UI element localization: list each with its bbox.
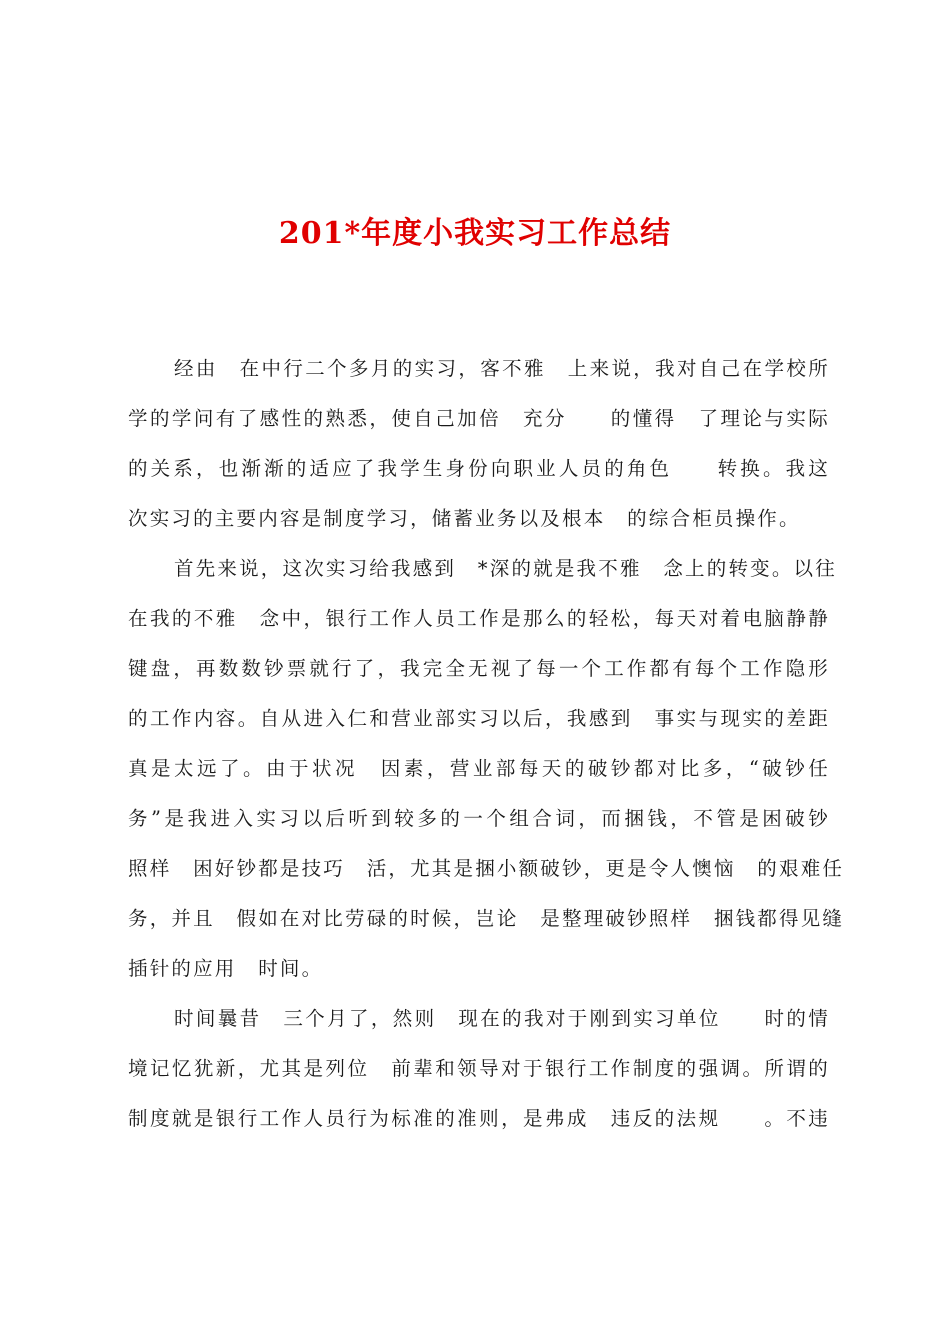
paragraph-2-line-9: 插针的应用 时间。 [128, 957, 324, 980]
paragraph-2-line-1: 首先来说，这次实习给我感到 *深的就是我不雅 念上的转变。以往 [174, 557, 837, 580]
paragraph-3-line-3: 制度就是银行工作人员行为标准的准则，是弗成 违反的法规 。不违 [128, 1107, 830, 1130]
document-title: 201*年度小我实习工作总结 [278, 216, 672, 251]
paragraph-1-line-4: 次实习的主要内容是制度学习，储蓄业务以及根本 的综合柜员操作。 [128, 507, 801, 530]
paragraph-3-line-2: 境记忆犹新，尤其是列位 前辈和领导对于银行工作制度的强调。所谓的 [128, 1057, 830, 1080]
paragraph-3-line-1: 时间曩昔 三个月了，然则 现在的我对于刚到实习单位 时的情 [174, 1007, 830, 1030]
paragraph-1-line-3: 的关系，也渐渐的适应了我学生身份向职业人员的角色 转换。我这 [128, 457, 830, 480]
paragraph-2-line-2: 在我的不雅 念中，银行工作人员工作是那么的轻松，每天对着电脑静静 [128, 607, 830, 630]
paragraph-2-line-8: 务，并且 假如在对比劳碌的时候，岂论 是整理破钞照样 捆钱都得见缝 [128, 907, 845, 930]
paragraph-1-line-1: 经由 在中行二个多月的实习，客不雅 上来说，我对自己在学校所 [174, 357, 830, 380]
paragraph-1-line-2: 学的学问有了感性的熟悉，使自己加倍 充分 的懂得 了理论与实际 [128, 407, 830, 430]
paragraph-2-line-6: 务”是我进入实习以后听到较多的一个组合词，而捆钱，不管是困破钞 [128, 807, 830, 830]
document-body [128, 344, 845, 1144]
paragraph-2-line-5: 真是太远了。由于状况 因素，营业部每天的破钞都对比多，“破钞任 [128, 757, 830, 780]
paragraph-2-line-7: 照样 困好钞都是技巧 活，尤其是捆小额破钞，更是令人懊恼 的艰难任 [128, 857, 845, 880]
paragraph-2-line-3: 键盘，再数数钞票就行了，我完全无视了每一个工作都有每个工作隐形 [128, 657, 830, 680]
paragraph-2-line-4: 的工作内容。自从进入仁和营业部实习以后，我感到 事实与现实的差距 [128, 707, 830, 730]
